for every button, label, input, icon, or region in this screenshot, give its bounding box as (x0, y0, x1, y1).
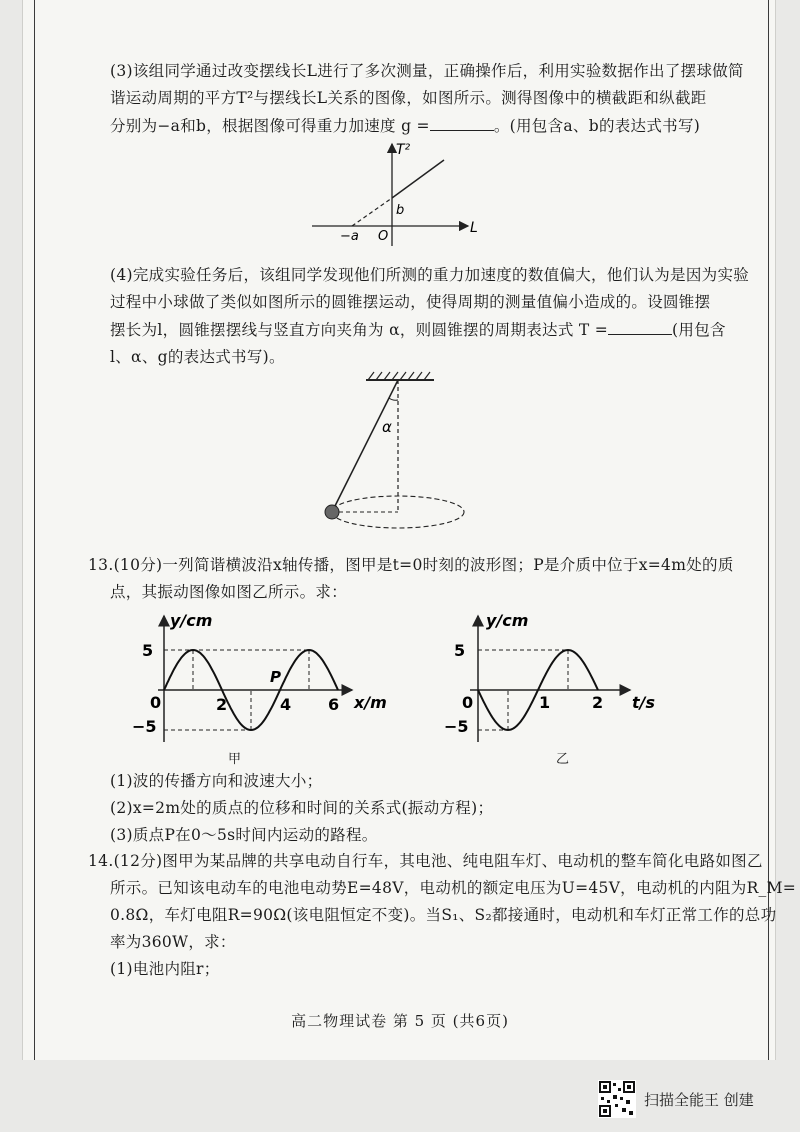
right-margin-line (768, 0, 769, 1060)
y-axis-label: y/cm (486, 611, 529, 630)
q12-4-line-3b: (用包含 (672, 321, 726, 339)
question-12-part-4 (110, 262, 750, 371)
q12-4-line-4: l、α、g的表达式书写)。 (110, 348, 285, 366)
pendulum-bob (325, 505, 339, 519)
point-p-label: P (270, 668, 281, 686)
y-axis-label: y/cm (170, 611, 213, 630)
angle-arc (389, 398, 398, 400)
answer-blank-period[interactable] (608, 316, 672, 335)
q14-line-1: (12分)图甲为某品牌的共享电动自行车，其电池、纯电阻车灯、电动机的整车简化电路如图乙 (113, 852, 763, 870)
q12-3-line-2: 谐运动周期的平方T²与摆线长L关系的图像，如图所示。测得图像中的横截距和纵截距 (110, 89, 707, 107)
y-tick-5: 5 (142, 641, 154, 660)
q12-4-line-1: (4)完成实验任务后，该组同学发现他们所测的重力加速度的数值偏大，他们认为是因为实验 (110, 266, 750, 284)
question-13-subparts (88, 768, 738, 849)
t-axis-label: t/s (632, 693, 656, 712)
x-axis-label: x/m (354, 693, 387, 712)
page-footer: 高二物理试卷 第 5 页 (共6页) (291, 1012, 509, 1030)
q12-4-line-2: 过程中小球做了类似如图所示的圆锥摆运动，使得周期的测量值偏小造成的。设圆锥摆 (110, 293, 711, 311)
wave-graph-jia (124, 608, 404, 748)
ceiling-hatching (368, 372, 430, 380)
q14-line-4: 率为360W，求： (110, 933, 236, 951)
q14-number: 14. (88, 852, 114, 870)
q14-line-3: 0.8Ω，车灯电阻R=90Ω(该电阻恒定不变)。当S₁、S₂都接通时，电动机和车灯正常工作的总功 (110, 906, 777, 924)
caption-yi: 乙 (556, 752, 570, 767)
vibration-graph-yi (432, 608, 672, 748)
x-intercept-label: −a (340, 229, 359, 244)
q14-sub-1: (1)电池内阻r； (110, 960, 220, 978)
q14-line-2: 所示。已知该电动车的电池电动势E=48V，电动机的额定电压为U=45V，电动机的内阻为R_M= (110, 879, 797, 897)
answer-blank-g[interactable] (430, 112, 494, 131)
t-tick-0: 0 (462, 693, 474, 712)
x-tick-6: 6 (328, 695, 340, 714)
x-tick-2: 2 (216, 695, 228, 714)
q13-sub-2: (2)x=2m处的质点的位移和时间的关系式(振动方程)； (110, 799, 494, 817)
conical-pendulum-figure (316, 370, 476, 540)
l-axis-label: L (470, 220, 478, 236)
q13-sub-3: (3)质点P在0～5s时间内运动的路程。 (110, 826, 378, 844)
t2-axis-label: T² (396, 142, 411, 158)
pendulum-string (332, 380, 398, 512)
qr-code-icon (598, 1080, 636, 1118)
t2-l-line (392, 160, 444, 198)
y-tick-neg5: −5 (444, 717, 469, 736)
dashed-extrapolation (352, 198, 392, 226)
y-intercept-label: b (396, 203, 405, 218)
q12-3-line-3a: 分别为−a和b，根据图像可得重力加速度 g = (110, 117, 430, 135)
y-tick-5: 5 (454, 641, 466, 660)
q13-line-1: (10分)一列简谐横波沿x轴传播，图甲是t=0时刻的波形图；P是介质中位于x=4m处的质 (113, 556, 734, 574)
q13-number: 13. (88, 556, 114, 574)
question-12-part-3 (110, 58, 744, 140)
t-tick-2: 2 (592, 693, 604, 712)
y-tick-neg5: −5 (132, 717, 157, 736)
question-13 (88, 552, 738, 606)
origin-label: O (378, 229, 389, 244)
question-14 (88, 848, 797, 983)
t2-vs-l-graph (300, 140, 490, 250)
q12-3-line-3b: 。(用包含a、b的表达式书写) (493, 117, 701, 135)
q13-sub-1: (1)波的传播方向和波速大小； (110, 772, 323, 790)
x-tick-4: 4 (280, 695, 292, 714)
scanner-watermark (598, 1080, 754, 1118)
caption-jia: 甲 (228, 752, 242, 767)
left-margin-line (34, 0, 35, 1060)
q12-3-line-1: (3)该组同学通过改变摆线长L进行了多次测量，正确操作后，利用实验数据作出了摆球做简 (110, 62, 744, 80)
watermark-text: 扫描全能王 创建 (644, 1090, 754, 1109)
q13-line-2: 点，其振动图像如图乙所示。求： (110, 583, 348, 601)
angle-alpha-label: α (382, 418, 392, 436)
x-tick-0: 0 (150, 693, 162, 712)
t-tick-1: 1 (539, 693, 551, 712)
q12-4-line-3a: 摆长为l，圆锥摆摆线与竖直方向夹角为 α，则圆锥摆的周期表达式 T = (110, 321, 609, 339)
